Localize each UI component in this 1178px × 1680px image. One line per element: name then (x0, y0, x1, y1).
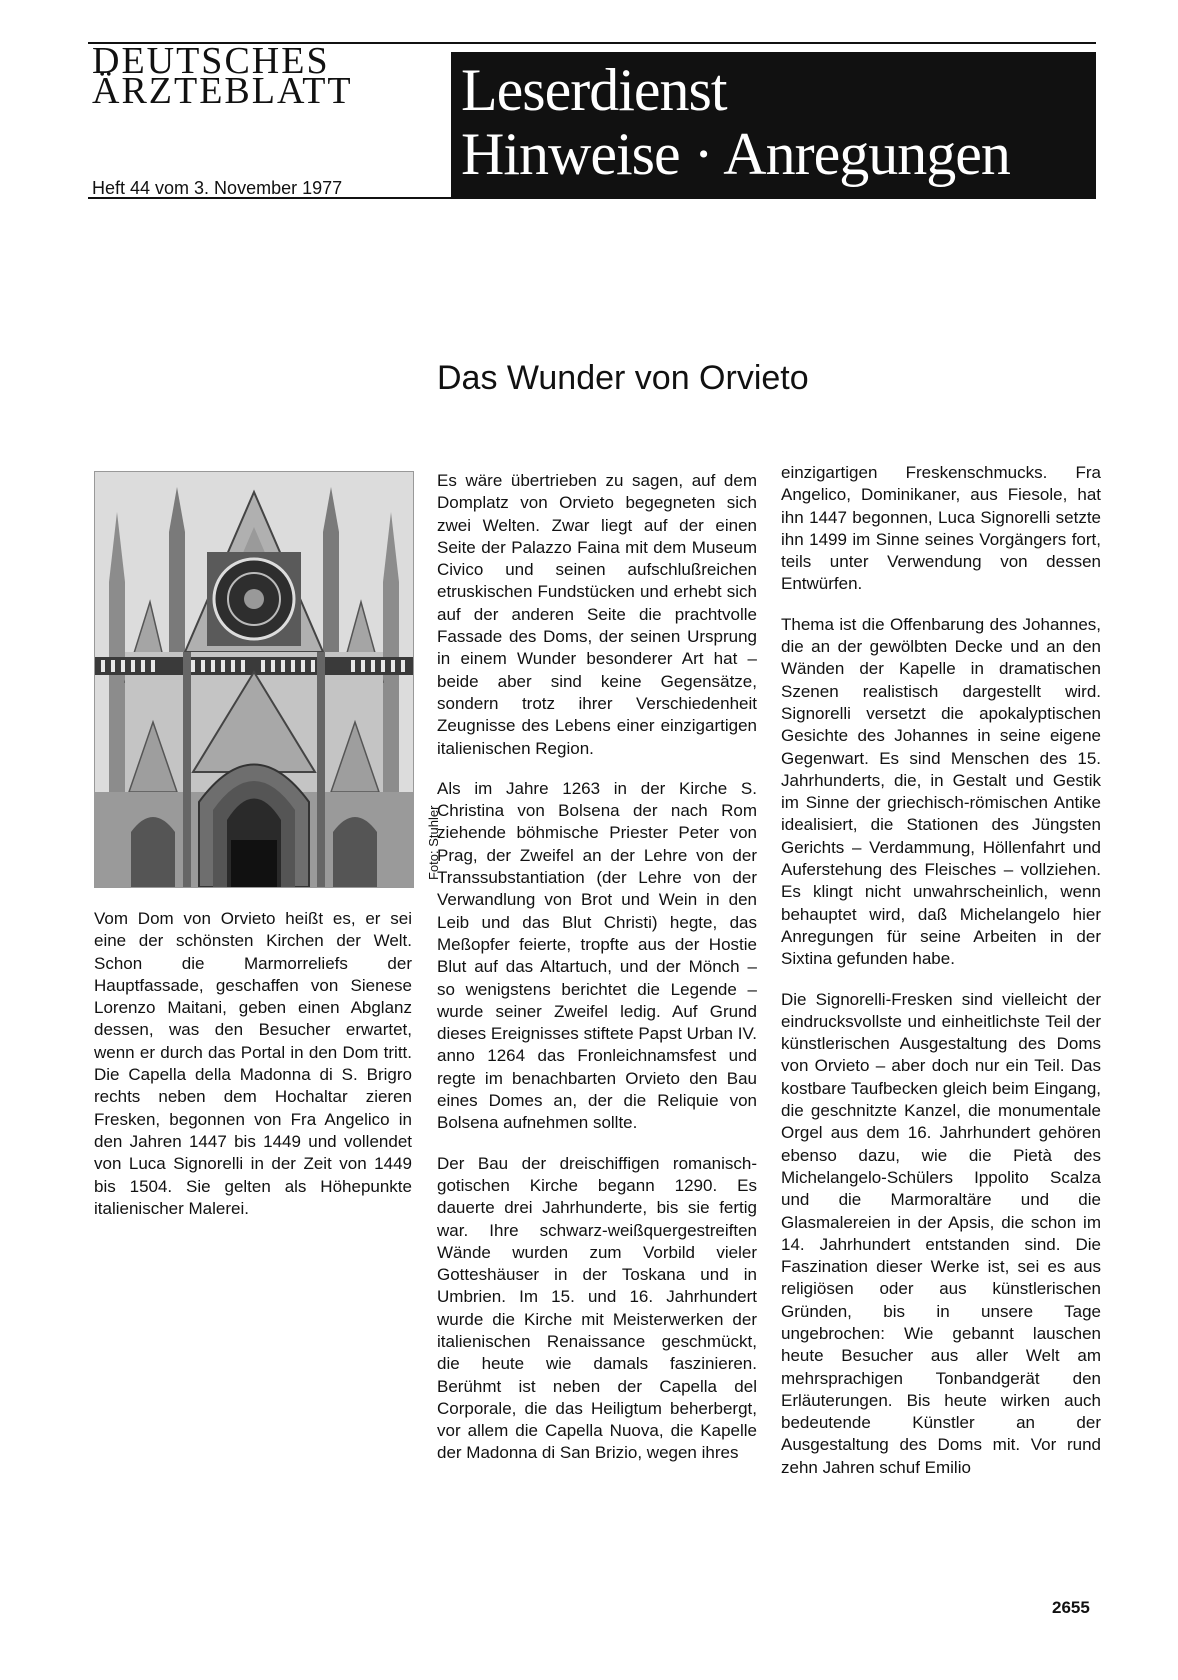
masthead-bottom-rule (88, 197, 1096, 199)
section-title-line-2: Hinweise · Anregungen (461, 121, 1010, 187)
paragraph: Der Bau der dreischiffigen romanisch-gotischen Kirche begann 1290. Es dauerte drei Jahrhunderte, bis sie fertig war. Ihre schwarz-weißquergestreiften Wände wurden zum Vorbild vieler Gotteshäuser in der Toskana und in Umbrien. Im 15. und 16. Jahrhundert wurde die Kirche mit Meisterwerken der italienischen Renaissance geschmückt, die heute wie damals faszinieren. Berühmt ist neben der Capella del Corporale, die das Heiligtum beherbergt, vor allem die Capella Nuova, die Kapelle der Madonna di San Brizio, wegen ihres (437, 1153, 757, 1463)
journal-logo (92, 40, 353, 112)
article-column-1 (94, 908, 412, 1238)
photo-credit (412, 780, 441, 880)
paragraph: Vom Dom von Orvieto heißt es, er sei eine der schönsten Kirchen der Welt. Schon die Marmorreliefs der Hauptfassade, geschaffen von Sienese Lorenzo Maitani, geben einen Abglanz dessen, was den Besucher erwartet, wenn er durch das Portal in den Dom tritt. Die Capella della Madonna di S. Brigro rechts neben dem Hochaltar zieren Fresken, begonnen von Fra Angelico in den Jahren 1447 bis 1449 und vollendet von Luca Signorelli in der Zeit von 1449 bis 1504. Sie gelten als Höhepunkte italienischer Malerei. (94, 909, 412, 1218)
paragraph: Thema ist die Offenbarung des Johannes, die an der gewölbten Decke und an den Wänden der Kapelle in dramatischen Szenen realistisch dargestellt wird. Signorelli versetzt die apokalyptischen Gesichte des Johannes in seine eigene Gegenwart. Es sind Menschen des 15. Jahrhunderts, die, in Gestalt und Gestik im Sinne der griechisch-römischen Antike idealisiert, die Stationen des Jüngsten Gerichts – Verdammung, Höllenfahrt und Auferstehung des Fleisches – vollziehen. Es klingt nicht unwahrscheinlich, wenn behauptet wird, daß Michelangelo hier Anregungen für seine Arbeiten in der Sixtina gefunden habe. (781, 614, 1101, 969)
photo-credit-text: Foto: Stuhler (426, 805, 441, 880)
article-column-3 (781, 462, 1101, 1497)
paragraph: einzigartigen Freskenschmucks. Fra Angelico, Dominikaner, aus Fiesole, hat ihn 1447 begonnen, Luca Signorelli setzte ihn 1499 im Sinne seines Vorgängers fort, teils unter Verwendung von dessen Entwürfen. (781, 463, 1101, 594)
paragraph: Als im Jahre 1263 in der Kirche S. Christina von Bolsena der nach Rom ziehende böhmische Priester Peter von Prag, der Zweifel an der Lehre von der Transsubstantiation (der Lehre von der Verwandlung von Brot und Wein in den Leib und das Blut Christi) hegte, das Meßopfer feierte, tropfte aus der Hostie Blut auf das Altartuch, und der Mönch – so wenigstens berichtet die Legende – wurde seiner Zweifel ledig. Auf Grund dieses Ereignisses stiftete Papst Urban IV. anno 1264 das Fronleichnamsfest und regte im benachbarten Orvieto den Bau eines Domes an, der die Reliquie von Bolsena aufnehmen sollte. (437, 778, 757, 1133)
brand-line-1: DEUTSCHES (92, 40, 330, 82)
article-title: Das Wunder von Orvieto (437, 359, 809, 397)
article-column-2 (437, 470, 757, 1483)
paragraph: Die Signorelli-Fresken sind vielleicht der eindrucksvollste und einheitlichste Teil der künstlerischen Ausgestaltung des Doms von Orvieto – aber doch nur ein Teil. Das kostbare Taufbecken gleich beim Eingang, die geschnitzte Kanzel, die monumentale Orgel aus dem 16. Jahrhundert gehören ebenso dazu, wie die Pietà des Michelangelo-Schülers Ippolito Scalza und die Marmoraltäre und die Glasmalereien in der Apsis, die schon im 14. Jahrhundert entstanden sind. Die Faszination dieser Werke ist, sei es aus religiösen oder aus künstlerischen Gründen, bis in unsere Tage ungebrochen: Wie gebannt lauschen heute Besucher aus aller Welt am mehrsprachigen Tonbandgerät den Erläuterungen. Bis heute wirken auch bedeutende Künstler an der Ausgestaltung des Doms mit. Vor rund zehn Jahren schuf Emilio (781, 989, 1101, 1477)
brand-line-2: ÄRZTEBLATT (92, 70, 353, 112)
section-banner (451, 52, 1096, 197)
page-number: 2655 (1052, 1598, 1090, 1617)
cathedral-photo (94, 471, 414, 888)
paragraph: Es wäre übertrieben zu sagen, auf dem Domplatz von Orvieto begegneten sich zwei Welten. Zwar liegt auf der einen Seite der Palazzo Faina mit dem Museum Civico und seinen aufschlußreichen etruskischen Fundstücken und erhebt sich auf der anderen Seite die prachtvolle Fassade des Doms, der seinen Ursprung in einem Wunder besonderer Art hat – beide aber sind keine Gegensätze, sondern trotz ihrer Verschiedenheit Zeugnisse des Lebens einer einzigartigen italienischen Region. (437, 471, 757, 758)
issue-date: Heft 44 vom 3. November 1977 (92, 178, 343, 198)
section-title-line-1: Leserdienst (461, 57, 727, 123)
